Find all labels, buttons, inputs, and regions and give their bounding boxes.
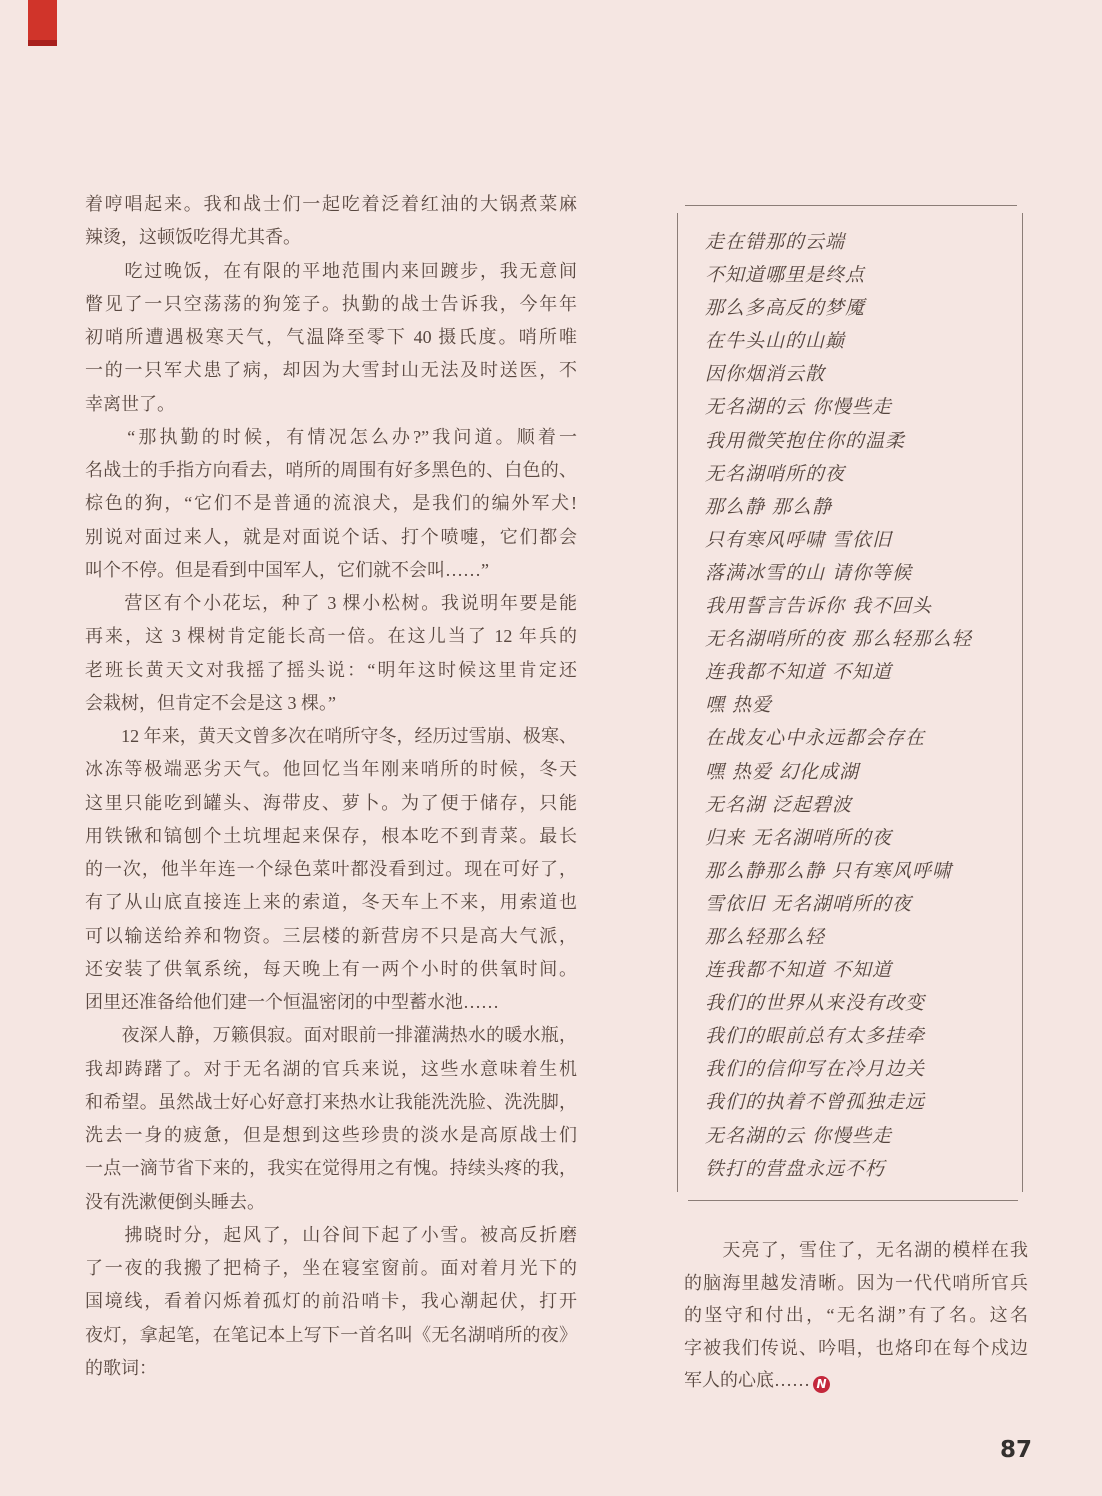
article-text-line: 和希望。虽然战士好心好意打来热水让我能洗洗脸、洗洗脚，	[85, 1091, 577, 1112]
article-text-line: 夜深人静，万籁俱寂。面对眼前一排灌满热水的暖水瓶，	[85, 1025, 577, 1046]
article-text-line: 瞥见了一只空荡荡的狗笼子。执勤的战士告诉我，今年年	[85, 293, 577, 314]
article-text-line: 再来，这 3 棵树肯定能长高一倍。在这儿当了 12 年兵的	[85, 626, 577, 647]
closing-paragraph	[684, 1234, 1028, 1397]
article-end-mark-icon: N	[813, 1376, 830, 1393]
article-text-line: 12 年来，黄天文曾多次在哨所守冬，经历过雪崩、极寒、	[85, 726, 577, 746]
article-text-line: 初哨所遭遇极寒天气，气温降至零下 40 摄氏度。哨所唯	[85, 327, 577, 347]
page-number: 87	[1000, 1437, 1033, 1463]
article-text-line: 团里还准备给他们建一个恒温密闭的中型蓄水池……	[85, 992, 499, 1012]
lyrics-line: 那么静 那么静	[705, 495, 833, 518]
lyrics-line: 连我都不知道 不知道	[705, 661, 893, 684]
article-text-line: 的一次，他半年连一个绿色菜叶都没看到过。现在可好了，	[85, 859, 577, 879]
article-text-line: 会栽树，但肯定不会是这 3 棵。”	[85, 692, 336, 713]
article-text-line: 的歌词：	[85, 1357, 157, 1378]
lyrics-line: 嘿 热爱 幻化成湖	[705, 760, 860, 783]
lyrics-line: 不知道哪里是终点	[705, 264, 866, 287]
article-text-line: 名战士的手指方向看去，哨所的周围有好多黑色的、白色的、	[85, 460, 577, 480]
lyrics-line: 我们的信仰写在冷月边关	[705, 1058, 926, 1081]
lyrics-line: 走在错那的云端	[705, 231, 846, 253]
lyrics-line: 无名湖的云 你慢些走	[705, 1124, 893, 1147]
poem-box-bottom-rule	[688, 1200, 1018, 1201]
article-text-line: 老班长黄天文对我摇了摇头说：“明年这时候这里肯定还	[85, 659, 577, 680]
lyrics-line: 嘿 热爱	[705, 694, 773, 717]
lyrics-line: 雪依旧 无名湖哨所的夜	[705, 892, 913, 915]
lyrics-line: 那么多高反的梦魇	[705, 297, 866, 320]
article-text-line: 棕色的狗，“它们不是普通的流浪犬，是我们的编外军犬!	[85, 493, 577, 514]
lyrics-block	[705, 226, 1015, 1186]
lyrics-line: 我们的眼前总有太多挂牵	[705, 1025, 926, 1048]
lyrics-line: 那么静那么静 只有寒风呼啸	[705, 859, 953, 882]
lyrics-line: 在牛头山的山巅	[705, 330, 846, 353]
article-text-line: 用铁锹和镐刨个土坑埋起来保存，根本吃不到青菜。最长	[85, 825, 577, 846]
red-corner-marker	[28, 0, 57, 40]
article-body-column	[85, 188, 577, 1385]
lyrics-line: 因你烟消云散	[705, 363, 826, 386]
article-text-line: 幸离世了。	[85, 393, 175, 414]
closing-text-line: 天亮了，雪住了，无名湖的模样在我	[684, 1240, 1028, 1260]
lyrics-line: 无名湖哨所的夜 那么轻那么轻	[705, 628, 973, 651]
closing-text-line: 的坚守和付出，“无名湖”有了名。这名	[684, 1305, 1028, 1325]
lyrics-line: 无名湖 泛起碧波	[705, 793, 853, 816]
article-text-line: 一的一只军犬患了病，却因为大雪封山无法及时送医，不	[85, 360, 577, 381]
article-text-line: 吃过晚饭，在有限的平地范围内来回踱步，我无意间	[85, 260, 577, 281]
closing-paragraph-lines	[684, 1234, 1028, 1364]
lyrics-line: 那么轻那么轻	[705, 925, 826, 948]
article-text-line: 营区有个小花坛，种了 3 棵小松树。我说明年要是能	[85, 593, 577, 613]
lyrics-line: 归来 无名湖哨所的夜	[705, 826, 893, 849]
article-text-line: 拂晓时分，起风了，山谷间下起了小雪。被高反折磨	[85, 1224, 577, 1245]
article-text-line: “那执勤的时候，有情况怎么办?”我问道。顺着一	[85, 426, 577, 447]
article-text-line: 别说对面过来人，就是对面说个话、打个喷嚏，它们都会	[85, 526, 577, 547]
article-text-line: 洗去一身的疲惫，但是想到这些珍贵的淡水是高原战士们	[85, 1125, 577, 1145]
article-text-line: 我却踌躇了。对于无名湖的官兵来说，这些水意味着生机	[85, 1058, 577, 1079]
article-text-line: 这里只能吃到罐头、海带皮、萝卜。为了便于储存，只能	[85, 792, 577, 813]
closing-last-line	[684, 1364, 1028, 1397]
article-text-line: 国境线，看着闪烁着孤灯的前沿哨卡，我心潮起伏，打开	[85, 1291, 577, 1312]
lyrics-line: 无名湖哨所的夜	[705, 462, 846, 485]
article-text-line: 冰冻等极端恶劣天气。他回忆当年刚来哨所的时候，冬天	[85, 759, 577, 780]
article-text-line: 没有洗漱便倒头睡去。	[85, 1191, 265, 1212]
article-text-line: 了一夜的我搬了把椅子，坐在寝室窗前。面对着月光下的	[85, 1258, 577, 1278]
lyrics-line: 连我都不知道 不知道	[705, 959, 893, 982]
article-text-line: 还安装了供氧系统，每天晚上有一两个小时的供氧时间。	[85, 958, 577, 979]
poem-box-right-rule	[1022, 213, 1023, 1192]
article-text-line: 夜灯，拿起笔，在笔记本上写下一首名叫《无名湖哨所的夜》	[85, 1324, 577, 1345]
lyrics-line: 在战友心中永远都会存在	[705, 727, 926, 750]
lyrics-line: 我们的世界从来没有改变	[705, 992, 926, 1015]
lyrics-line: 无名湖的云 你慢些走	[705, 396, 893, 419]
article-text-line: 有了从山底直接连上来的索道，冬天车上不来，用索道也	[85, 892, 577, 913]
closing-text-line: 字被我们传说、吟唱，也烙印在每个戍边	[684, 1337, 1028, 1358]
lyrics-line: 我用誓言告诉你 我不回头	[705, 595, 933, 618]
lyrics-line: 只有寒风呼啸 雪依旧	[705, 528, 893, 551]
article-text-line: 叫个不停。但是看到中国军人，它们就不会叫……”	[85, 559, 489, 580]
lyrics-line: 落满冰雪的山 请你等候	[705, 561, 913, 584]
closing-text-line: 军人的心底……	[684, 1370, 810, 1390]
lyrics-line: 我用微笑抱住你的温柔	[705, 429, 906, 452]
article-text-line: 一点一滴节省下来的，我实在觉得用之有愧。持续头疼的我，	[85, 1158, 577, 1179]
article-text-line: 着哼唱起来。我和战士们一起吃着泛着红油的大锅煮菜麻	[85, 194, 577, 214]
poem-box-top-rule	[685, 205, 1017, 206]
lyrics-line: 我们的执着不曾孤独走远	[705, 1091, 926, 1114]
poem-box-left-rule	[677, 213, 678, 1192]
article-text-line: 可以输送给养和物资。三层楼的新营房不只是高大气派，	[85, 925, 577, 946]
article-text-line: 辣烫，这顿饭吃得尤其香。	[85, 227, 301, 248]
closing-text-line: 的脑海里越发清晰。因为一代代哨所官兵	[684, 1272, 1028, 1293]
lyrics-line: 铁打的营盘永远不朽	[705, 1157, 886, 1180]
